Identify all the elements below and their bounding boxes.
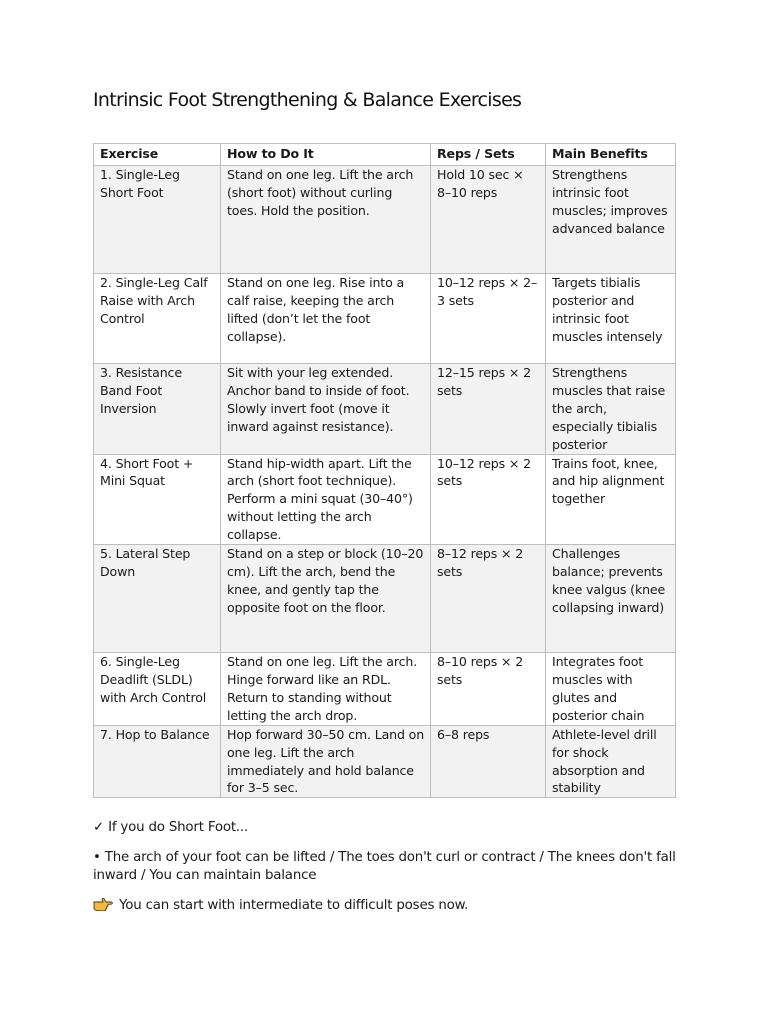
cell-reps-sets: Hold 10 sec × 8–10 reps (431, 166, 546, 274)
table-row (94, 454, 676, 545)
table-row (94, 653, 676, 726)
check-mark-icon: ✓ (93, 820, 105, 835)
cell-reps-sets: 6–8 reps (431, 725, 546, 798)
cell-exercise: 2. Single-Leg Calf Raise with Arch Control (94, 274, 221, 364)
exercise-table (93, 143, 676, 798)
bullet-mark: • (93, 850, 101, 865)
table-header-row (94, 144, 676, 166)
cell-benefits: Trains foot, knee, and hip alignment together (546, 454, 676, 545)
cell-benefits: Challenges balance; prevents knee valgus (knee collapsing inward) (546, 545, 676, 653)
cell-reps-sets: 12–15 reps × 2 sets (431, 364, 546, 455)
cell-how-to: Stand on one leg. Rise into a calf raise, keeping the arch lifted (don’t let the foot collapse). (221, 274, 431, 364)
cell-how-to: Stand on one leg. Lift the arch. Hinge forward like an RDL. Return to standing without letting the arch drop. (221, 653, 431, 726)
cell-benefits: Strengthens intrinsic foot muscles; improves advanced balance (546, 166, 676, 274)
bullet-note-text: The arch of your foot can be lifted / The toes don't curl or contract / The knees don't fall inward / You can maintain balance (93, 850, 676, 883)
header-how-to: How to Do It (221, 144, 431, 166)
cell-exercise: 1. Single-Leg Short Foot (94, 166, 221, 274)
cell-reps-sets: 10–12 reps × 2–3 sets (431, 274, 546, 364)
table-row (94, 725, 676, 798)
cell-benefits: Athlete-level drill for shock absorption and stability (546, 725, 676, 798)
table-row (94, 545, 676, 653)
table-row (94, 364, 676, 455)
cell-how-to: Stand hip-width apart. Lift the arch (short foot technique). Perform a mini squat (30–40°) without letting the arch collapse. (221, 454, 431, 545)
check-note (93, 819, 683, 837)
header-reps-sets: Reps / Sets (431, 144, 546, 166)
tip-note (93, 897, 683, 915)
cell-exercise: 3. Resistance Band Foot Inversion (94, 364, 221, 455)
cell-benefits: Integrates foot muscles with glutes and posterior chain (546, 653, 676, 726)
cell-reps-sets: 8–10 reps × 2 sets (431, 653, 546, 726)
table-row (94, 274, 676, 364)
cell-how-to: Sit with your leg extended. Anchor band to inside of foot. Slowly invert foot (move it inward against resistance). (221, 364, 431, 455)
notes-section (93, 819, 683, 915)
cell-exercise: 7. Hop to Balance (94, 725, 221, 798)
bullet-note (93, 849, 683, 885)
cell-reps-sets: 10–12 reps × 2 sets (431, 454, 546, 545)
cell-how-to: Stand on a step or block (10–20 cm). Lift the arch, bend the knee, and gently tap the opposite foot on the floor. (221, 545, 431, 653)
header-exercise: Exercise (94, 144, 221, 166)
cell-reps-sets: 8–12 reps × 2 sets (431, 545, 546, 653)
cell-benefits: Strengthens muscles that raise the arch, especially tibialis posterior (546, 364, 676, 455)
header-benefits: Main Benefits (546, 144, 676, 166)
document-title: Intrinsic Foot Strengthening & Balance Exercises (93, 89, 522, 111)
table-row (94, 166, 676, 274)
check-note-text: If you do Short Foot... (108, 820, 249, 835)
cell-how-to: Stand on one leg. Lift the arch (short foot) without curling toes. Hold the position. (221, 166, 431, 274)
pointing-hand-icon (93, 897, 115, 915)
cell-benefits: Targets tibialis posterior and intrinsic foot muscles intensely (546, 274, 676, 364)
cell-exercise: 6. Single-Leg Deadlift (SLDL) with Arch Control (94, 653, 221, 726)
tip-note-text: You can start with intermediate to difficult poses now. (119, 898, 469, 913)
cell-exercise: 5. Lateral Step Down (94, 545, 221, 653)
cell-exercise: 4. Short Foot + Mini Squat (94, 454, 221, 545)
cell-how-to: Hop forward 30–50 cm. Land on one leg. Lift the arch immediately and hold balance for 3–5 sec. (221, 725, 431, 798)
